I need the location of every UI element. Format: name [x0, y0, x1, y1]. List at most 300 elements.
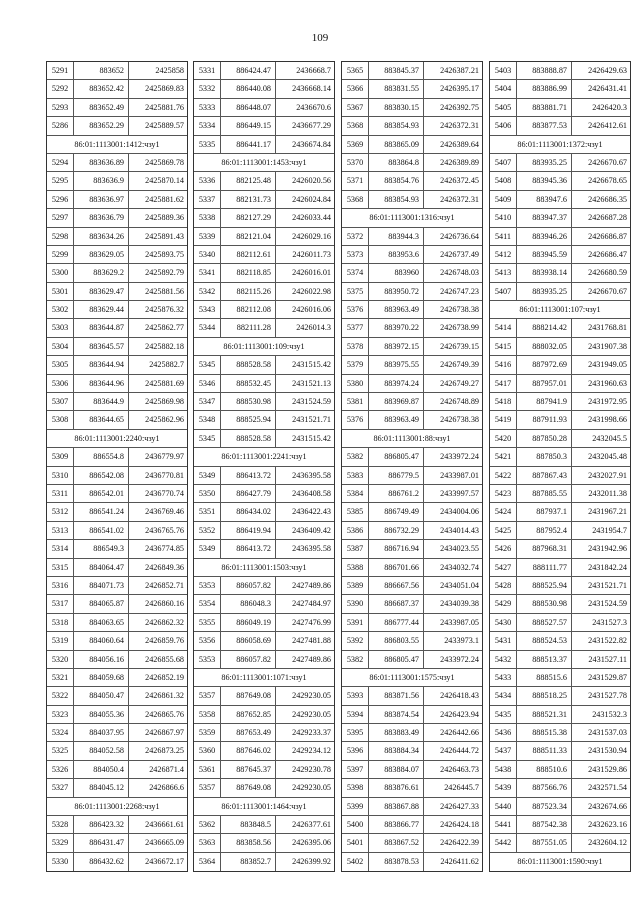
- parcel-header-row: [342, 669, 482, 687]
- coordinate-y: 2431972.95: [588, 397, 627, 407]
- coordinate-x: 883945.36: [517, 172, 572, 189]
- table-row: [47, 319, 187, 337]
- point-number: 5428: [490, 577, 517, 594]
- table-row: [342, 283, 482, 301]
- point-number: 5412: [490, 246, 517, 263]
- table-row: [490, 687, 630, 705]
- coordinate-y: 2426737.49: [440, 249, 479, 259]
- coordinate-y: 2431515.42: [292, 360, 331, 370]
- coordinate-x: 887653.49: [221, 724, 276, 741]
- coordinate-y: 2426033.44: [292, 213, 331, 223]
- coordinate-y: 2434004.06: [440, 507, 479, 517]
- coordinate-x: 883877.53: [517, 117, 572, 134]
- table-row: [490, 264, 630, 282]
- coordinate-x: 883634.26: [74, 228, 129, 245]
- table-row: [490, 393, 630, 411]
- point-number: 5405: [490, 99, 517, 116]
- point-number: 5427: [490, 559, 517, 576]
- table-row: [490, 614, 630, 632]
- coordinate-y: 2431515.42: [292, 433, 331, 443]
- coordinate-y: 2426463.73: [440, 764, 479, 774]
- coordinate-x: 883974.24: [369, 375, 424, 392]
- table-row: [342, 816, 482, 834]
- coordinate-x: 883944.3: [369, 228, 424, 245]
- coordinate-y: 2425862.77: [145, 323, 184, 333]
- coordinate-x: 886423.32: [74, 816, 129, 833]
- table-row: [490, 62, 630, 80]
- point-number: 5382: [342, 448, 369, 465]
- coordinate-x: 883935.25: [517, 283, 572, 300]
- point-number: 5384: [342, 485, 369, 502]
- coordinate-x: 884037.95: [74, 724, 129, 741]
- point-number: 5380: [342, 375, 369, 392]
- coordinate-x: 883947.37: [517, 209, 572, 226]
- coordinate-y: 2426411.62: [440, 856, 479, 866]
- coordinate-x: 883970.22: [369, 319, 424, 336]
- coordinate-y: 2433997.57: [440, 488, 479, 498]
- coordinate-x: 883636.89: [74, 154, 129, 171]
- table-row: [490, 834, 630, 852]
- coordinate-y: 2426395.06: [292, 838, 331, 848]
- coordinate-y: 2436422.43: [292, 507, 331, 517]
- point-number: 5417: [490, 375, 517, 392]
- coordinate-y: 2431768.81: [588, 323, 627, 333]
- point-number: 5387: [342, 540, 369, 557]
- coordinate-x: 888525.94: [221, 411, 276, 428]
- coordinate-y: 2426748.03: [440, 268, 479, 278]
- point-number: 5373: [342, 246, 369, 263]
- coordinate-x: 884064.47: [74, 559, 129, 576]
- parcel-header-row: [194, 448, 334, 466]
- table-row: [194, 283, 334, 301]
- point-number: 5298: [47, 228, 74, 245]
- point-number: 5366: [342, 80, 369, 97]
- coordinate-y: 2432011.38: [588, 488, 627, 498]
- coordinate-y: 2427476.99: [292, 617, 331, 627]
- table-row: [47, 595, 187, 613]
- table-row: [194, 191, 334, 209]
- coordinate-y: 2425892.79: [145, 268, 184, 278]
- coordinate-y: 2426016.01: [292, 268, 331, 278]
- coordinate-table-column-4: [489, 61, 631, 872]
- coordinate-x: 888527.57: [517, 614, 572, 631]
- coordinate-x: 884050.47: [74, 687, 129, 704]
- coordinate-x: 883854.93: [369, 117, 424, 134]
- point-number: 5338: [194, 209, 221, 226]
- point-number: 5296: [47, 191, 74, 208]
- point-number: 5370: [342, 154, 369, 171]
- coordinate-x: 883854.93: [369, 191, 424, 208]
- point-number: 5372: [342, 228, 369, 245]
- coordinate-y: 2431907.38: [588, 341, 627, 351]
- point-number: 5311: [47, 485, 74, 502]
- point-number: 5442: [490, 834, 517, 851]
- table-row: [194, 467, 334, 485]
- table-row: [194, 62, 334, 80]
- table-row: [194, 228, 334, 246]
- coordinate-y: 2429230.05: [292, 691, 331, 701]
- coordinate-x: 884052.58: [74, 742, 129, 759]
- point-number: 5315: [47, 559, 74, 576]
- table-row: [342, 651, 482, 669]
- table-row: [490, 172, 630, 190]
- coordinate-x: 888515.38: [517, 724, 572, 741]
- coordinate-y: 2436770.74: [145, 488, 184, 498]
- point-number: 5324: [47, 724, 74, 741]
- coordinate-y: 2426859.76: [145, 636, 184, 646]
- coordinate-x: 883975.55: [369, 356, 424, 373]
- table-row: [47, 393, 187, 411]
- coordinate-x: 887972.69: [517, 356, 572, 373]
- coordinate-y: 2433973.1: [444, 636, 479, 646]
- point-number: 5343: [194, 301, 221, 318]
- coordinate-x: 883935.25: [517, 154, 572, 171]
- coordinate-y: 2431521.13: [292, 378, 331, 388]
- coordinate-x: 888032.05: [517, 338, 572, 355]
- coordinate-y: 2426372.31: [440, 121, 479, 131]
- point-number: 5419: [490, 411, 517, 428]
- coordinate-y: 2436668.7: [296, 66, 331, 75]
- coordinate-x: 887867.43: [517, 467, 572, 484]
- table-row: [342, 246, 482, 264]
- coordinate-x: 883652: [74, 62, 129, 79]
- coordinate-y: 2426861.32: [145, 691, 184, 701]
- coordinate-y: 2431537.03: [588, 728, 627, 738]
- table-row: [47, 687, 187, 705]
- point-number: 5349: [194, 540, 221, 557]
- parcel-cadastral-number: 86:01:1113001:1464:чзу1: [221, 801, 307, 811]
- point-number: 5377: [342, 319, 369, 336]
- coordinate-x: 886431.47: [74, 834, 129, 851]
- point-number: 5415: [490, 338, 517, 355]
- table-row: [342, 191, 482, 209]
- coordinate-x: 883636.9: [74, 172, 129, 189]
- coordinate-x: 883881.71: [517, 99, 572, 116]
- table-row: [47, 228, 187, 246]
- parcel-header-row: [47, 798, 187, 816]
- coordinate-x: 888521.31: [517, 706, 572, 723]
- table-row: [490, 117, 630, 135]
- table-row: [47, 209, 187, 227]
- point-number: 5333: [194, 99, 221, 116]
- coordinate-y: 2431527.3: [592, 617, 627, 627]
- parcel-header-row: [342, 209, 482, 227]
- coordinate-x: 883644.94: [74, 356, 129, 373]
- point-number: 5408: [490, 172, 517, 189]
- coordinate-y: 2426736.64: [440, 231, 479, 241]
- coordinate-y: 2426372.31: [440, 194, 479, 204]
- table-row: [490, 798, 630, 816]
- parcel-header-row: [47, 136, 187, 154]
- coordinate-x: 882127.29: [221, 209, 276, 226]
- coordinate-x: 886554.8: [74, 448, 129, 465]
- coordinate-y: 2426873.25: [145, 746, 184, 756]
- coordinate-x: 883972.15: [369, 338, 424, 355]
- parcel-header-row: [194, 798, 334, 816]
- table-row: [47, 338, 187, 356]
- coordinate-y: 2425889.36: [145, 213, 184, 223]
- table-row: [490, 595, 630, 613]
- coordinate-y: 2425882.18: [145, 341, 184, 351]
- table-row: [342, 834, 482, 852]
- table-row: [342, 356, 482, 374]
- coordinate-x: 886542.08: [74, 467, 129, 484]
- point-number: 5389: [342, 577, 369, 594]
- point-number: 5420: [490, 430, 517, 447]
- table-row: [194, 356, 334, 374]
- coordinate-x: 886449.15: [221, 117, 276, 134]
- coordinate-x: 882118.85: [221, 264, 276, 281]
- coordinate-y: 2432674.66: [588, 801, 627, 811]
- point-number: 5398: [342, 779, 369, 796]
- point-number: 5429: [490, 595, 517, 612]
- table-row: [342, 503, 482, 521]
- table-row: [194, 595, 334, 613]
- point-number: 5345: [194, 430, 221, 447]
- table-row: [342, 706, 482, 724]
- coordinate-x: 883845.37: [369, 62, 424, 79]
- point-number: 5363: [194, 834, 221, 851]
- table-row: [194, 99, 334, 117]
- coordinate-x: 886549.3: [74, 540, 129, 557]
- table-row: [342, 393, 482, 411]
- coordinate-y: 2432045.5: [592, 433, 627, 443]
- coordinate-y: 2436765.76: [145, 525, 184, 535]
- coordinate-x: 887850.28: [517, 430, 572, 447]
- table-row: [47, 172, 187, 190]
- coordinate-x: 883969.87: [369, 393, 424, 410]
- point-number: 5413: [490, 264, 517, 281]
- table-row: [47, 448, 187, 466]
- coordinate-y: 2425869.83: [145, 84, 184, 94]
- coordinate-y: 2431967.21: [588, 507, 627, 517]
- point-number: 5350: [194, 485, 221, 502]
- coordinate-y: 2425862.96: [145, 415, 184, 425]
- table-row: [47, 80, 187, 98]
- table-row: [194, 172, 334, 190]
- table-row: [490, 467, 630, 485]
- coordinate-y: 2426016.06: [292, 305, 331, 315]
- parcel-header-row: [490, 853, 630, 871]
- coordinate-x: 886716.94: [369, 540, 424, 557]
- parcel-cadastral-number: 86:01:1113001:2268:чзу1: [74, 801, 160, 811]
- table-row: [194, 761, 334, 779]
- coordinate-x: 888524.53: [517, 632, 572, 649]
- table-row: [47, 485, 187, 503]
- coordinate-x: 888528.58: [221, 356, 276, 373]
- table-row: [490, 411, 630, 429]
- coordinate-x: 883963.49: [369, 301, 424, 318]
- point-number: 5364: [194, 853, 221, 871]
- coordinate-y: 2431530.94: [588, 746, 627, 756]
- point-number: 5397: [342, 761, 369, 778]
- table-row: [490, 761, 630, 779]
- point-number: 5426: [490, 540, 517, 557]
- coordinate-x: 882125.48: [221, 172, 276, 189]
- coordinate-x: 887551.05: [517, 834, 572, 851]
- table-row: [490, 338, 630, 356]
- coordinate-y: 2431524.59: [292, 397, 331, 407]
- coordinate-y: 2427489.86: [292, 654, 331, 664]
- point-number: 5344: [194, 319, 221, 336]
- coordinate-y: 2426372.45: [440, 176, 479, 186]
- coordinate-y: 2431532.3: [592, 709, 627, 719]
- table-row: [194, 687, 334, 705]
- coordinate-x: 886542.01: [74, 485, 129, 502]
- coordinate-y: 2426738.38: [440, 415, 479, 425]
- coordinate-y: 2436779.97: [145, 452, 184, 462]
- table-row: [47, 154, 187, 172]
- point-number: 5374: [342, 264, 369, 281]
- coordinate-y: 2431529.87: [588, 672, 627, 682]
- coordinate-y: 2425881.69: [145, 378, 184, 388]
- point-number: 5332: [194, 80, 221, 97]
- point-number: 5411: [490, 228, 517, 245]
- point-number: 5309: [47, 448, 74, 465]
- table-row: [342, 632, 482, 650]
- coordinate-y: 2433987.01: [440, 470, 479, 480]
- coordinate-x: 888513.37: [517, 651, 572, 668]
- coordinate-x: 883866.77: [369, 816, 424, 833]
- coordinate-x: 886448.07: [221, 99, 276, 116]
- coordinate-y: 2426422.39: [440, 838, 479, 848]
- coordinate-x: 883652.29: [74, 117, 129, 134]
- coordinate-x: 883865.09: [369, 136, 424, 153]
- table-row: [490, 577, 630, 595]
- table-row: [342, 779, 482, 797]
- table-row: [47, 117, 187, 135]
- point-number: 5440: [490, 798, 517, 815]
- coordinate-x: 883884.34: [369, 742, 424, 759]
- coordinate-y: 2426420.3: [592, 102, 627, 112]
- point-number: 5351: [194, 503, 221, 520]
- coordinate-y: 2426387.21: [440, 66, 479, 75]
- table-row: [490, 742, 630, 760]
- table-row: [194, 540, 334, 558]
- table-row: [490, 706, 630, 724]
- coordinate-x: 886732.29: [369, 522, 424, 539]
- coordinate-x: 883878.53: [369, 853, 424, 871]
- table-row: [490, 816, 630, 834]
- coordinate-y: 2431527.78: [588, 691, 627, 701]
- table-row: [490, 559, 630, 577]
- table-row: [342, 467, 482, 485]
- table-row: [194, 651, 334, 669]
- coordinate-y: 2425869.98: [145, 397, 184, 407]
- table-row: [47, 614, 187, 632]
- point-number: 5322: [47, 687, 74, 704]
- coordinate-y: 2426867.97: [145, 728, 184, 738]
- coordinate-x: 886434.02: [221, 503, 276, 520]
- coordinate-y: 2436661.61: [145, 820, 184, 830]
- coordinate-y: 2436672.17: [145, 856, 184, 866]
- point-number: 5414: [490, 319, 517, 336]
- table-row: [47, 816, 187, 834]
- point-number: 5308: [47, 411, 74, 428]
- coordinate-x: 886667.56: [369, 577, 424, 594]
- coordinate-x: 883871.56: [369, 687, 424, 704]
- point-number: 5410: [490, 209, 517, 226]
- table-row: [342, 724, 482, 742]
- point-number: 5418: [490, 393, 517, 410]
- coordinate-x: 887850.3: [517, 448, 572, 465]
- table-row: [342, 853, 482, 871]
- point-number: 5316: [47, 577, 74, 594]
- point-number: 5368: [342, 117, 369, 134]
- coordinate-x: 883883.49: [369, 724, 424, 741]
- point-number: 5437: [490, 742, 517, 759]
- coordinate-y: 2426860.16: [145, 599, 184, 609]
- point-number: 5303: [47, 319, 74, 336]
- point-number: 5439: [490, 779, 517, 796]
- point-number: 5401: [342, 834, 369, 851]
- coordinate-y: 2426678.65: [588, 176, 627, 186]
- coordinate-x: 887649.08: [221, 779, 276, 796]
- coordinate-table-column-3: [341, 61, 483, 872]
- coordinate-x: 883645.57: [74, 338, 129, 355]
- coordinate-y: 2425891.43: [145, 231, 184, 241]
- point-number: 5312: [47, 503, 74, 520]
- coordinate-y: 2429230.78: [292, 764, 331, 774]
- table-row: [47, 62, 187, 80]
- parcel-header-row: [194, 559, 334, 577]
- coordinate-x: 883950.72: [369, 283, 424, 300]
- coordinate-x: 887649.08: [221, 687, 276, 704]
- coordinate-x: 886441.17: [221, 136, 276, 153]
- point-number: 5321: [47, 669, 74, 686]
- point-number: 5383: [342, 467, 369, 484]
- table-row: [47, 375, 187, 393]
- point-number: 5441: [490, 816, 517, 833]
- coordinate-y: 2431529.86: [588, 764, 627, 774]
- point-number: 5422: [490, 467, 517, 484]
- table-row: [490, 319, 630, 337]
- coordinate-y: 2427484.97: [292, 599, 331, 609]
- coordinate-x: 887968.31: [517, 540, 572, 557]
- table-row: [47, 779, 187, 797]
- coordinate-y: 2431524.59: [588, 599, 627, 609]
- coordinate-y: 2431954.7: [592, 525, 627, 535]
- table-row: [194, 411, 334, 429]
- point-number: 5434: [490, 687, 517, 704]
- coordinate-x: 886048.3: [221, 595, 276, 612]
- point-number: 5436: [490, 724, 517, 741]
- point-number: 5394: [342, 706, 369, 723]
- point-number: 5353: [194, 651, 221, 668]
- coordinate-x: 884060.64: [74, 632, 129, 649]
- table-row: [47, 834, 187, 852]
- table-row: [342, 614, 482, 632]
- table-row: [342, 338, 482, 356]
- coordinate-x: 886749.49: [369, 503, 424, 520]
- table-row: [490, 779, 630, 797]
- table-row: [47, 761, 187, 779]
- table-row: [342, 798, 482, 816]
- point-number: 5362: [194, 816, 221, 833]
- coordinate-x: 886057.82: [221, 651, 276, 668]
- parcel-cadastral-number: 86:01:1113001:107:чзу1: [519, 305, 601, 315]
- coordinate-y: 2426749.39: [440, 360, 479, 370]
- point-number: 5358: [194, 706, 221, 723]
- coordinate-x: 886805.47: [369, 448, 424, 465]
- coordinate-y: 2431842.24: [588, 562, 627, 572]
- table-row: [194, 375, 334, 393]
- parcel-cadastral-number: 86:01:1113001:2241:чзу1: [221, 452, 307, 462]
- coordinate-y: 2425876.32: [145, 305, 184, 315]
- table-row: [194, 503, 334, 521]
- table-row: [342, 154, 482, 172]
- point-number: 5337: [194, 191, 221, 208]
